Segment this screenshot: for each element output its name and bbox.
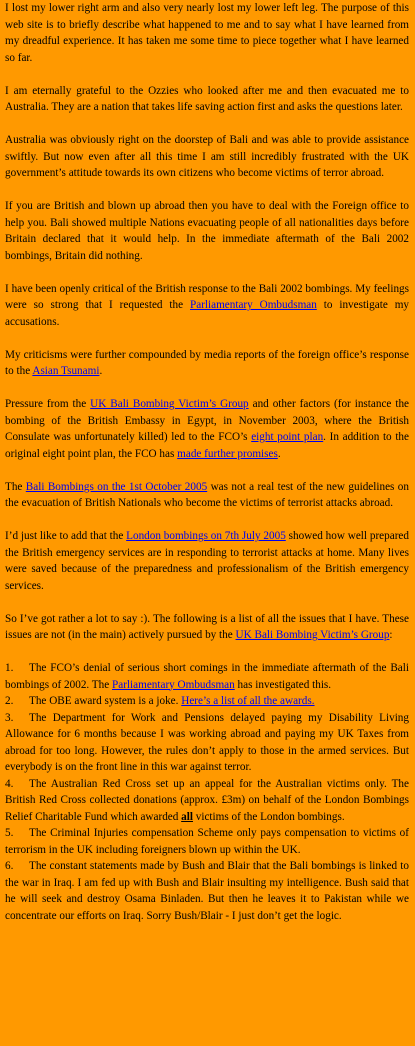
list-number: 6. xyxy=(5,860,14,872)
list-item-6: 6. The constant statements made by Bush and Blair that the Bali bombings is linked to the war in Iraq. I am fed up with Bush and Blair insulting my intelligence. Bush said that he will seek and destroy Osama Binladen. But then he leaves it to Pakistan while we concentrate our efforts on Iraq. Sorry Bush/Blair - I just don’t get the logic. xyxy=(5,860,409,922)
paragraph-london-bombings: I’d just like to add that the London bombings on 7th July 2005 showed how well prepared the British emergency services are in responding to terrorist attacks at home. Many lives were saved because of the preparedness and professionalism of the British emergency services. xyxy=(5,530,409,592)
link-parliamentary-ombudsman[interactable]: Parliamentary Ombudsman xyxy=(190,299,317,311)
list-number: 4. xyxy=(5,777,14,790)
link-parliamentary-ombudsman-2[interactable]: Parliamentary Ombudsman xyxy=(112,678,235,691)
paragraph-australia: Australia was obviously right on the doorstep of Bali and was able to provide assistance swiftly. But now even after all this time I am still incredibly frustrated with the UK government’s attitude towards its own citizens who become victims of terror abroad. xyxy=(5,134,409,179)
list-number: 3. xyxy=(5,711,14,724)
list-item-5: 5. The Criminal Injuries compensation Scheme only pays compensation to victims of terrorism in the UK including foreigners blown up within the UK. xyxy=(5,827,409,856)
link-list-of-awards[interactable]: Here’s a list of all the awards. xyxy=(181,695,315,707)
list-number: 5. xyxy=(5,827,14,839)
list-item-3: 3. The Department for Work and Pensions delayed paying my Disability Living Allowance for 6 months because I was working abroad and paying my UK Taxes from abroad for too long. However, the rules don’t apply to those in the armed services. But everybody is on the front line in this war against terror. xyxy=(5,711,409,773)
link-london-bombings[interactable]: London bombings on 7th July 2005 xyxy=(126,530,286,542)
bold-all: all xyxy=(181,810,193,823)
list-item-1: 1. The FCO’s denial of serious short comings in the immediate aftermath of the Bali bombings of 2002. The Parliamentary Ombudsman has investigated this. xyxy=(5,662,409,691)
link-bali-bombings-2005[interactable]: Bali Bombings on the 1st October 2005 xyxy=(25,480,208,493)
link-made-further-promises[interactable]: made further promises xyxy=(177,447,278,460)
paragraph-pressure: Pressure from the UK Bali Bombing Victim’s Group and other factors (for instance the bombing of the British Embassy in Egypt, in November 2003, where the British Consulate was unfortunately killed) led to the FCO’s eight point plan. In addition to the original eight point plan, the FCO has made further promises. xyxy=(5,398,410,460)
paragraph-critical: I have been openly critical of the British response to the Bali 2002 bombings. My feelings were so strong that I requested the Parliamentary Ombudsman to investigate my accusations. xyxy=(5,282,409,328)
link-asian-tsunami[interactable]: Asian Tsunami xyxy=(32,365,100,377)
list-number: 2. xyxy=(5,695,14,707)
list-item-2: 2. The OBE award system is a joke. Here’s a list of all the awards. xyxy=(5,693,409,710)
paragraph-tsunami: My criticisms were further compounded by media reports of the foreign office’s response to the Asian Tsunami. xyxy=(5,348,409,377)
link-uk-bali-bombing-victims-group[interactable]: UK Bali Bombing Victim’s Group xyxy=(90,398,249,410)
paragraph-foreign-office: If you are British and blown up abroad then you have to deal with the Foreign office to help you. Bali showed multiple Nations evacuating people of all nationalities days before Britain declared that it would help. In the immediate aftermath of the Bali 2002 bombings, Britain did nothing. xyxy=(5,200,409,262)
paragraph-ozzies: I am eternally grateful to the Ozzies who looked after me and then evacuated me to Australia. They are a nation that takes life saving action first and asks the questions later. xyxy=(5,84,409,113)
link-uk-bali-bombing-victims-group-2[interactable]: UK Bali Bombing Victim’s Group xyxy=(235,629,390,641)
link-eight-point-plan[interactable]: eight point plan xyxy=(251,431,324,443)
paragraph-intro: I lost my lower right arm and also very nearly lost my lower left leg. The purpose of this web site is to briefly describe what happened to me and to say what I have learned from my dreadful experience. It has taken me some time to piece together what I have learned so far. xyxy=(5,2,409,64)
paragraph-bali-2005: The Bali Bombings on the 1st October 2005 was not a real test of the new guidelines on the evacuation of British Nationals who become the victims of terrorist attacks abroad. xyxy=(5,480,409,509)
paragraph-issues-intro: So I’ve got rather a lot to say :). The following is a list of all the issues that I have. These issues are not (in the main) actively pursued by the UK Bali Bombing Victim’s Group: xyxy=(5,612,409,641)
list-item-4: 4. The Australian Red Cross set up an appeal for the Australian victims only. The British Red Cross collected donations (approx. £3m) on behalf of the London Bombings Relief Charitable Fund which awarded all victims of the London bombings. xyxy=(5,777,409,823)
list-number: 1. xyxy=(5,662,14,674)
